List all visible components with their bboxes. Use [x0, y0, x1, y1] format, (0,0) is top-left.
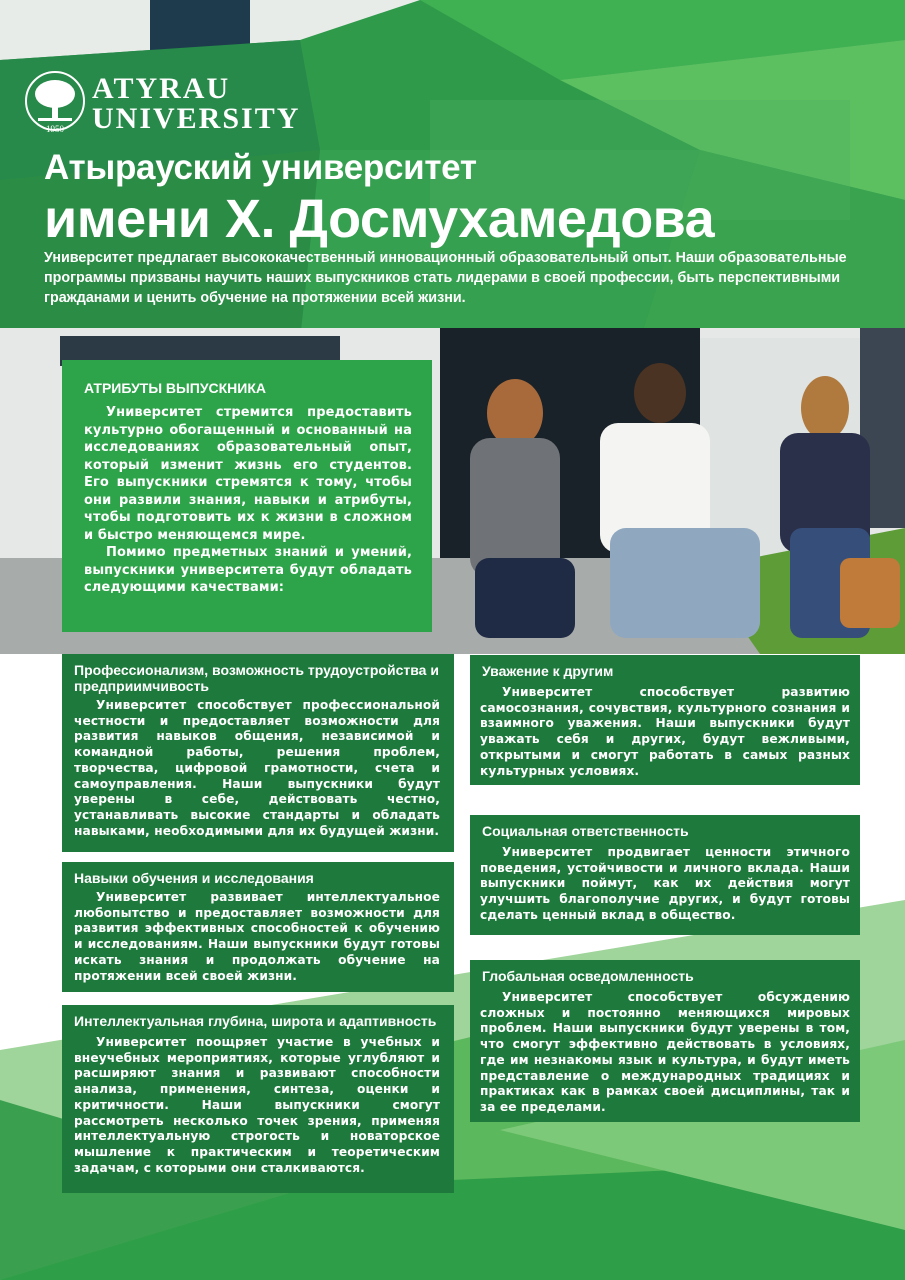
quality-text: Университет способствует развитию самосознания, сочувствия, культурного сознания и взаимного уважения. Наши выпускники будут уважать себя и других, будут вежливыми, открытыми и смогут работать в самых разных культурных условиях.	[480, 685, 850, 778]
logo-word-university: UNIVERSITY	[92, 102, 301, 135]
quality-heading: Глобальная осведомленность	[482, 968, 694, 984]
quality-heading: Интеллектуальная глубина, широта и адаптивность	[74, 1013, 437, 1029]
quality-text: Университет способствует обсуждению сложных и постоянно меняющихся мировых проблем. Наши выпускники будут уверены в том, что смогут эффективно действовать в условиях, где им незнакомы язык и культура, и будут иметь представление о международных традициях и практиках как в рамках своей дисциплины, так и за ее пределами.	[480, 990, 850, 1114]
title-line-1: Атырауский университет	[44, 148, 477, 187]
graduate-attributes-box	[62, 360, 432, 632]
quality-heading: Социальная ответственность	[482, 823, 689, 839]
quality-text: Университет продвигает ценности этичного поведения, устойчивости и личного вклада. Наши выпускники поймут, как их действия могут улучшить благополучие других, и будут готовы сделать ценный вклад в общество.	[480, 845, 850, 922]
quality-text: Университет поощряет участие в учебных и внеучебных мероприятиях, которые углубляют и расширяют знания и развивают способности анализа, применения, синтеза, оценки и критичности. Наши выпускники смогут рассмотреть несколько точек зрения, применяя интеллектуальную строгость и новаторское мышление к практическим и теоретическим задачам, с которыми они сталкиваются.	[74, 1035, 440, 1175]
university-logo	[24, 68, 324, 140]
quality-text: Университет развивает интеллектуальное любопытство и предоставляет возможности для развития эффективных способностей к обучению и исследованиям. Наши выпускники будут готовы искать знания и продолжать обучение на протяжении всей своей жизни.	[74, 890, 440, 983]
quality-box-social-responsibility	[470, 815, 860, 935]
graduate-attributes-heading: АТРИБУТЫ ВЫПУСКНИКА	[84, 380, 267, 396]
quality-text: Университет способствует профессиональной честности и предоставляет возможности для развития навыков общения, независимой и командной работы, решения проблем, творчества, цифровой грамотности, счета и самоуправления. Наши выпускники будут уверены в себе, действовать честно, устанавливать высокие стандарты и обладать навыками, необходимыми для их будущей жизни.	[74, 698, 440, 838]
quality-box-intellectual-depth	[62, 1005, 454, 1193]
quality-box-professionalism	[62, 654, 454, 852]
quality-box-learning	[62, 862, 454, 992]
logo-year: 1950	[46, 124, 64, 134]
quality-box-global-awareness	[470, 960, 860, 1122]
title-line-2: имени Х. Досмухамедова	[44, 189, 715, 249]
quality-heading: Навыки обучения и исследования	[74, 870, 314, 886]
intro-text: Университет предлагает высококачественный инновационный образовательный опыт. Наши образовательные программы призваны научить наших выпускников стать лидерами в своей профессии, быть перспективными гражданами и ценить обучение на протяжении всей жизни.	[44, 250, 847, 306]
quality-box-respect	[470, 655, 860, 785]
logo-word-atyrau: ATYRAU	[92, 72, 231, 105]
tree-icon	[24, 70, 86, 132]
quality-heading: Профессионализм, возможность трудоустройства и предприимчивость	[74, 662, 439, 694]
attributes-paragraph-2: Помимо предметных знаний и умений, выпускники университета будут обладать следующими качествами:	[84, 545, 412, 595]
quality-heading: Уважение к другим	[482, 663, 614, 679]
attributes-paragraph-1: Университет стремится предоставить культурно обогащенный и основанный на исследованиях образовательный опыт, который изменит жизнь его студентов. Его выпускники стремятся к тому, чтобы они развили знания, навыки и атрибуты, чтобы подготовить их к жизни в сложном и быстро меняющемся мире.	[84, 405, 412, 543]
